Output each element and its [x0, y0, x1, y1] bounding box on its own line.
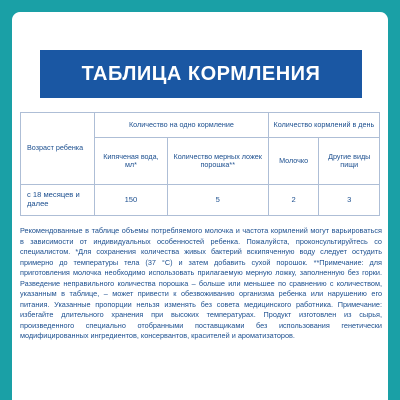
per-feeding-header: Количество на одно кормление — [95, 113, 269, 138]
notes-block — [20, 226, 382, 342]
other-food-header: Другие виды пищи — [319, 138, 380, 185]
table-row — [21, 185, 380, 216]
title-banner — [40, 50, 362, 98]
water-cell: 150 — [95, 185, 168, 216]
water-header: Кипяченая вода, мл* — [95, 138, 168, 185]
per-day-header: Количество кормлений в день — [268, 113, 379, 138]
scoops-header: Количество мерных ложек порошка** — [167, 138, 268, 185]
feeding-table — [20, 112, 380, 216]
milk-header: Молочко — [268, 138, 319, 185]
age-header: Возраст ребенка — [21, 113, 95, 185]
age-cell: с 18 месяцев и далее — [21, 185, 95, 216]
page-title: ТАБЛИЦА КОРМЛЕНИЯ — [81, 62, 321, 85]
other-food-cell: 3 — [319, 185, 380, 216]
scoops-cell: 5 — [167, 185, 268, 216]
table-header-row — [21, 113, 380, 138]
milk-cell: 2 — [268, 185, 319, 216]
notes-paragraph: Рекомендованные в таблице объемы потребляемого молочка и частота кормлений могут варьироваться в зависимости от индивидуальных особенностей ребенка. Пожалуйста, проконсультируйтесь со специалистом. *Для сохранения количества живых бактерий вскипяченную воду следует остудить примерно до температуры тела (37 °C) и затем добавить сухой порошок. **Примечание: для приготовления молочка необходимо использовать прилагаемую мерную ложку, заполненную без горки. Разведение неправильного количества порошка – больше или меньшее по сравнению с количеством, указанным в таблице, – может привести к обезвоживанию организма ребенка или нарушению его питания. Указанные пропорции нельзя изменять без совета медицинского работника. Примечание: избегайте длительного хранения при высоких температурах. Продукт изготовлен из сырья, произведенного специально отобранными поставщиками без использования генетически модифицированных ингредиентов, консервантов, красителей и ароматизаторов. — [20, 226, 382, 340]
